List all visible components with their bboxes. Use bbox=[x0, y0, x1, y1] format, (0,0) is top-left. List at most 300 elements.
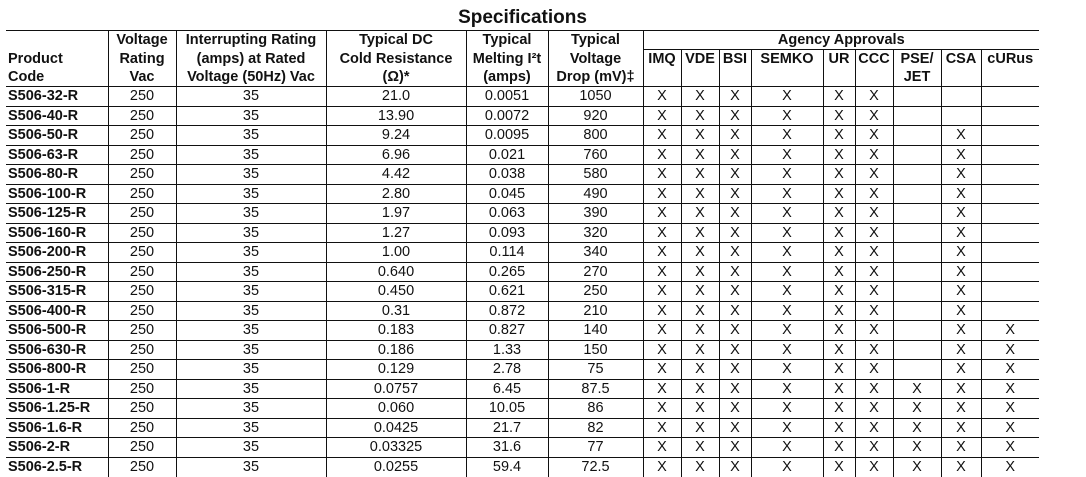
table-row bbox=[6, 126, 1039, 146]
approval-pse-jet-cell bbox=[893, 360, 941, 380]
approval-ccc-cell: X bbox=[855, 379, 893, 399]
table-row bbox=[6, 243, 1039, 263]
product-code-cell: S506-2.5-R bbox=[8, 459, 83, 475]
approval-imq-cell: X bbox=[643, 145, 681, 165]
melting-cell: 0.265 bbox=[466, 262, 548, 282]
header-agency-bsi-2 bbox=[719, 68, 751, 87]
header-interrupting-rating-1: Interrupting Rating bbox=[176, 31, 326, 50]
dc-resistance-cell: 0.129 bbox=[326, 360, 466, 380]
header-dc-resistance-2: Cold Resistance bbox=[326, 50, 466, 69]
approval-imq-cell: X bbox=[643, 379, 681, 399]
header-agency-imq-2 bbox=[643, 68, 681, 87]
approval-semko-cell: X bbox=[751, 87, 823, 107]
approval-curus-cell: X bbox=[981, 418, 1039, 438]
approval-imq-cell: X bbox=[643, 340, 681, 360]
dc-resistance-cell: 1.00 bbox=[326, 243, 466, 263]
approval-pse-jet-cell: X bbox=[893, 457, 941, 477]
approval-semko-cell: X bbox=[751, 243, 823, 263]
table-row bbox=[6, 223, 1039, 243]
approval-pse-jet-cell bbox=[893, 262, 941, 282]
approval-pse-jet-cell bbox=[893, 165, 941, 185]
approval-vde-cell: X bbox=[681, 204, 719, 224]
approval-semko-cell: X bbox=[751, 262, 823, 282]
melting-cell: 0.045 bbox=[466, 184, 548, 204]
approval-pse-jet-cell bbox=[893, 282, 941, 302]
dc-resistance-cell: 0.183 bbox=[326, 321, 466, 341]
approval-imq-cell: X bbox=[643, 438, 681, 458]
approval-bsi-cell: X bbox=[719, 438, 751, 458]
voltage-drop-cell: 77 bbox=[548, 438, 643, 458]
table-row bbox=[6, 87, 1039, 107]
voltage-rating-cell: 250 bbox=[108, 360, 176, 380]
approval-curus-cell bbox=[981, 204, 1039, 224]
interrupting-rating-cell: 35 bbox=[176, 360, 326, 380]
product-code-cell: S506-100-R bbox=[6, 184, 108, 204]
approval-ccc-cell: X bbox=[855, 184, 893, 204]
header-agency-imq: IMQ bbox=[643, 50, 681, 69]
dc-resistance-cell: 1.97 bbox=[326, 204, 466, 224]
header-melting-1: Typical bbox=[466, 31, 548, 50]
approval-semko-cell: X bbox=[751, 282, 823, 302]
approval-bsi-cell: X bbox=[719, 87, 751, 107]
voltage-drop-cell: 580 bbox=[548, 165, 643, 185]
melting-cell: 0.621 bbox=[466, 282, 548, 302]
voltage-drop-cell: 140 bbox=[548, 321, 643, 341]
voltage-rating-cell: 250 bbox=[108, 418, 176, 438]
approval-csa-cell: X bbox=[941, 438, 981, 458]
product-code-cell: S506-32-R bbox=[6, 87, 108, 107]
product-code-cell: S506-800-R bbox=[6, 360, 108, 380]
dc-resistance-cell: 0.060 bbox=[326, 399, 466, 419]
header-agency-ccc: CCC bbox=[855, 50, 893, 69]
approval-ur-cell: X bbox=[823, 457, 855, 477]
header-dc-resistance-3: (Ω)* bbox=[326, 68, 466, 87]
approval-semko-cell: X bbox=[751, 379, 823, 399]
dc-resistance-cell: 1.27 bbox=[326, 223, 466, 243]
dc-resistance-cell: 13.90 bbox=[326, 106, 466, 126]
melting-cell: 31.6 bbox=[466, 438, 548, 458]
approval-ur-cell: X bbox=[823, 243, 855, 263]
voltage-drop-cell: 250 bbox=[548, 282, 643, 302]
approval-pse-jet-cell bbox=[893, 340, 941, 360]
approval-vde-cell: X bbox=[681, 106, 719, 126]
interrupting-rating-cell: 35 bbox=[176, 145, 326, 165]
approval-pse-jet-cell bbox=[893, 204, 941, 224]
header-agency-ccc-2 bbox=[855, 68, 893, 87]
melting-cell: 0.0095 bbox=[466, 126, 548, 146]
voltage-drop-cell: 72.5 bbox=[548, 457, 643, 477]
approval-csa-cell: X bbox=[941, 379, 981, 399]
voltage-drop-cell: 760 bbox=[548, 145, 643, 165]
voltage-rating-cell: 250 bbox=[108, 301, 176, 321]
approval-ccc-cell: X bbox=[855, 165, 893, 185]
dc-resistance-cell: 4.42 bbox=[326, 165, 466, 185]
approval-semko-cell: X bbox=[751, 360, 823, 380]
approval-semko-cell: X bbox=[751, 126, 823, 146]
approval-bsi-cell: X bbox=[719, 360, 751, 380]
approval-semko-cell: X bbox=[751, 321, 823, 341]
approval-bsi-cell: X bbox=[719, 184, 751, 204]
approval-curus-cell: X bbox=[981, 360, 1039, 380]
approval-curus-cell bbox=[981, 282, 1039, 302]
voltage-rating-cell: 250 bbox=[108, 438, 176, 458]
table-row bbox=[6, 360, 1039, 380]
table-row bbox=[6, 301, 1039, 321]
dc-resistance-cell: 0.0255 bbox=[326, 457, 466, 477]
melting-cell: 6.45 bbox=[466, 379, 548, 399]
header-interrupting-rating-3: Voltage (50Hz) Vac bbox=[176, 68, 326, 87]
interrupting-rating-cell: 35 bbox=[176, 438, 326, 458]
product-code-cell: S506-315-R bbox=[6, 282, 108, 302]
melting-cell: 0.021 bbox=[466, 145, 548, 165]
approval-csa-cell: X bbox=[941, 184, 981, 204]
product-code-cell: S506-63-R bbox=[6, 145, 108, 165]
header-product-code-1 bbox=[6, 31, 108, 50]
table-row bbox=[6, 379, 1039, 399]
specifications-table bbox=[6, 6, 1039, 477]
approval-curus-cell: X bbox=[981, 457, 1039, 477]
voltage-drop-cell: 75 bbox=[548, 360, 643, 380]
approval-ccc-cell: X bbox=[855, 145, 893, 165]
approval-vde-cell: X bbox=[681, 340, 719, 360]
approval-pse-jet-cell bbox=[893, 184, 941, 204]
table-row bbox=[6, 340, 1039, 360]
voltage-drop-cell: 490 bbox=[548, 184, 643, 204]
approval-imq-cell: X bbox=[643, 301, 681, 321]
dc-resistance-cell: 0.0757 bbox=[326, 379, 466, 399]
approval-ur-cell: X bbox=[823, 321, 855, 341]
approval-imq-cell: X bbox=[643, 321, 681, 341]
approval-ur-cell: X bbox=[823, 301, 855, 321]
approval-ccc-cell: X bbox=[855, 87, 893, 107]
approval-vde-cell: X bbox=[681, 399, 719, 419]
product-code-cell: S506-630-R bbox=[6, 340, 108, 360]
dc-resistance-cell: 0.450 bbox=[326, 282, 466, 302]
approval-vde-cell: X bbox=[681, 145, 719, 165]
product-code-cell: S506-200-R bbox=[6, 243, 108, 263]
approval-imq-cell: X bbox=[643, 126, 681, 146]
header-agency-bsi: BSI bbox=[719, 50, 751, 69]
interrupting-rating-cell: 35 bbox=[176, 223, 326, 243]
approval-curus-cell bbox=[981, 106, 1039, 126]
dc-resistance-cell: 0.03325 bbox=[326, 438, 466, 458]
approval-bsi-cell: X bbox=[719, 301, 751, 321]
approval-ur-cell: X bbox=[823, 145, 855, 165]
approval-vde-cell: X bbox=[681, 87, 719, 107]
approval-bsi-cell: X bbox=[719, 223, 751, 243]
header-voltage-rating-1: Voltage bbox=[108, 31, 176, 50]
interrupting-rating-cell: 35 bbox=[176, 262, 326, 282]
melting-cell: 0.114 bbox=[466, 243, 548, 263]
dc-resistance-cell: 0.186 bbox=[326, 340, 466, 360]
voltage-drop-cell: 390 bbox=[548, 204, 643, 224]
dc-resistance-cell: 6.96 bbox=[326, 145, 466, 165]
approval-curus-cell bbox=[981, 184, 1039, 204]
approval-vde-cell: X bbox=[681, 243, 719, 263]
melting-cell: 10.05 bbox=[466, 399, 548, 419]
interrupting-rating-cell: 35 bbox=[176, 379, 326, 399]
approval-csa-cell bbox=[941, 106, 981, 126]
approval-csa-cell: X bbox=[941, 321, 981, 341]
approval-semko-cell: X bbox=[751, 418, 823, 438]
melting-cell: 0.827 bbox=[466, 321, 548, 341]
approval-csa-cell bbox=[941, 87, 981, 107]
approval-pse-jet-cell bbox=[893, 223, 941, 243]
header-agency-curus-2 bbox=[981, 68, 1039, 87]
voltage-rating-cell: 250 bbox=[108, 457, 176, 477]
approval-ur-cell: X bbox=[823, 340, 855, 360]
approval-ccc-cell: X bbox=[855, 321, 893, 341]
header-agency-semko: SEMKO bbox=[751, 50, 823, 69]
approval-vde-cell: X bbox=[681, 457, 719, 477]
product-code-cell: S506-400-R bbox=[6, 301, 108, 321]
approval-pse-jet-cell bbox=[893, 321, 941, 341]
approval-bsi-cell: X bbox=[719, 457, 751, 477]
header-interrupting-rating-2: (amps) at Rated bbox=[176, 50, 326, 69]
voltage-drop-cell: 150 bbox=[548, 340, 643, 360]
header-agency-pse-2: JET bbox=[893, 68, 941, 87]
approval-vde-cell: X bbox=[681, 438, 719, 458]
approval-semko-cell: X bbox=[751, 457, 823, 477]
voltage-rating-cell: 250 bbox=[108, 399, 176, 419]
table-title: Specifications bbox=[6, 6, 1039, 31]
approval-semko-cell: X bbox=[751, 165, 823, 185]
table-row bbox=[6, 262, 1039, 282]
approval-curus-cell bbox=[981, 145, 1039, 165]
approval-vde-cell: X bbox=[681, 165, 719, 185]
product-code-cell: S506-250-R bbox=[6, 262, 108, 282]
approval-imq-cell: X bbox=[643, 87, 681, 107]
approval-csa-cell: X bbox=[941, 126, 981, 146]
approval-csa-cell: X bbox=[941, 418, 981, 438]
approval-curus-cell bbox=[981, 126, 1039, 146]
approval-ur-cell: X bbox=[823, 204, 855, 224]
voltage-drop-cell: 87.5 bbox=[548, 379, 643, 399]
approval-ur-cell: X bbox=[823, 360, 855, 380]
voltage-rating-cell: 250 bbox=[108, 243, 176, 263]
interrupting-rating-cell: 35 bbox=[176, 321, 326, 341]
approval-bsi-cell: X bbox=[719, 418, 751, 438]
table-row bbox=[6, 145, 1039, 165]
approval-ur-cell: X bbox=[823, 418, 855, 438]
approval-vde-cell: X bbox=[681, 282, 719, 302]
approval-imq-cell: X bbox=[643, 418, 681, 438]
header-voltage-drop-3: Drop (mV)‡ bbox=[548, 68, 643, 87]
approval-csa-cell: X bbox=[941, 262, 981, 282]
approval-csa-cell: X bbox=[941, 243, 981, 263]
interrupting-rating-cell: 35 bbox=[176, 340, 326, 360]
approval-pse-jet-cell bbox=[893, 87, 941, 107]
interrupting-rating-cell: 35 bbox=[176, 282, 326, 302]
approval-semko-cell: X bbox=[751, 106, 823, 126]
approval-bsi-cell: X bbox=[719, 243, 751, 263]
table-row bbox=[6, 184, 1039, 204]
approval-pse-jet-cell: X bbox=[893, 379, 941, 399]
product-code-cell: S506-160-R bbox=[6, 223, 108, 243]
table-row bbox=[6, 282, 1039, 302]
approval-pse-jet-cell bbox=[893, 106, 941, 126]
approval-imq-cell: X bbox=[643, 262, 681, 282]
approval-semko-cell: X bbox=[751, 204, 823, 224]
approval-ccc-cell: X bbox=[855, 360, 893, 380]
table-row bbox=[6, 438, 1039, 458]
header-melting-2: Melting I²t bbox=[466, 50, 548, 69]
melting-cell: 0.0051 bbox=[466, 87, 548, 107]
voltage-rating-cell: 250 bbox=[108, 184, 176, 204]
voltage-drop-cell: 82 bbox=[548, 418, 643, 438]
approval-imq-cell: X bbox=[643, 106, 681, 126]
voltage-rating-cell: 250 bbox=[108, 106, 176, 126]
header-product-code-3: Code bbox=[6, 68, 108, 87]
voltage-rating-cell: 250 bbox=[108, 165, 176, 185]
dc-resistance-cell: 2.80 bbox=[326, 184, 466, 204]
approval-vde-cell: X bbox=[681, 379, 719, 399]
table-row bbox=[6, 399, 1039, 419]
approval-imq-cell: X bbox=[643, 204, 681, 224]
interrupting-rating-cell: 35 bbox=[176, 126, 326, 146]
approval-csa-cell: X bbox=[941, 301, 981, 321]
approval-imq-cell: X bbox=[643, 184, 681, 204]
header-voltage-drop-2: Voltage bbox=[548, 50, 643, 69]
header-agency-curus: cURus bbox=[981, 50, 1039, 69]
approval-csa-cell: X bbox=[941, 399, 981, 419]
approval-bsi-cell: X bbox=[719, 165, 751, 185]
approval-ur-cell: X bbox=[823, 262, 855, 282]
approval-ccc-cell: X bbox=[855, 223, 893, 243]
approval-ccc-cell: X bbox=[855, 418, 893, 438]
approval-ur-cell: X bbox=[823, 282, 855, 302]
approval-imq-cell: X bbox=[643, 457, 681, 477]
approval-bsi-cell: X bbox=[719, 379, 751, 399]
product-code-cell: S506-500-R bbox=[6, 321, 108, 341]
approval-curus-cell bbox=[981, 165, 1039, 185]
melting-cell: 0.093 bbox=[466, 223, 548, 243]
product-code-cell: S506-1.25-R bbox=[6, 399, 108, 419]
voltage-drop-cell: 210 bbox=[548, 301, 643, 321]
voltage-rating-cell: 250 bbox=[108, 126, 176, 146]
approval-imq-cell: X bbox=[643, 165, 681, 185]
interrupting-rating-cell: 35 bbox=[176, 184, 326, 204]
dc-resistance-cell: 0.31 bbox=[326, 301, 466, 321]
approval-ur-cell: X bbox=[823, 184, 855, 204]
voltage-rating-cell: 250 bbox=[108, 262, 176, 282]
header-agency-ur: UR bbox=[823, 50, 855, 69]
approval-semko-cell: X bbox=[751, 301, 823, 321]
melting-cell: 2.78 bbox=[466, 360, 548, 380]
voltage-rating-cell: 250 bbox=[108, 321, 176, 341]
approval-vde-cell: X bbox=[681, 418, 719, 438]
header-agency-semko-2 bbox=[751, 68, 823, 87]
approval-ur-cell: X bbox=[823, 438, 855, 458]
approval-csa-cell: X bbox=[941, 457, 981, 477]
approval-curus-cell bbox=[981, 223, 1039, 243]
table-body bbox=[6, 87, 1039, 477]
approval-curus-cell: X bbox=[981, 438, 1039, 458]
approval-imq-cell: X bbox=[643, 399, 681, 419]
approval-pse-jet-cell: X bbox=[893, 418, 941, 438]
approval-ur-cell: X bbox=[823, 399, 855, 419]
approval-imq-cell: X bbox=[643, 360, 681, 380]
interrupting-rating-cell: 35 bbox=[176, 204, 326, 224]
approval-vde-cell: X bbox=[681, 321, 719, 341]
approval-curus-cell: X bbox=[981, 379, 1039, 399]
header-voltage-rating-3: Vac bbox=[108, 68, 176, 87]
table-row bbox=[6, 106, 1039, 126]
approval-bsi-cell: X bbox=[719, 126, 751, 146]
table-row bbox=[6, 418, 1039, 438]
melting-cell: 0.063 bbox=[466, 204, 548, 224]
approval-curus-cell bbox=[981, 301, 1039, 321]
approval-vde-cell: X bbox=[681, 126, 719, 146]
approval-bsi-cell: X bbox=[719, 340, 751, 360]
product-code-cell: S506-1-R bbox=[6, 379, 108, 399]
approval-ur-cell: X bbox=[823, 106, 855, 126]
approval-vde-cell: X bbox=[681, 360, 719, 380]
header-agency-ur-2 bbox=[823, 68, 855, 87]
approval-ccc-cell: X bbox=[855, 282, 893, 302]
approval-csa-cell: X bbox=[941, 360, 981, 380]
header-product-code-2: Product bbox=[8, 50, 63, 67]
product-code-cell: S506-1.6-R bbox=[6, 418, 108, 438]
interrupting-rating-cell: 35 bbox=[176, 457, 326, 477]
product-code-cell: S506-40-R bbox=[6, 106, 108, 126]
table-row bbox=[6, 165, 1039, 185]
approval-bsi-cell: X bbox=[719, 262, 751, 282]
approval-imq-cell: X bbox=[643, 223, 681, 243]
approval-curus-cell bbox=[981, 87, 1039, 107]
approval-ccc-cell: X bbox=[855, 126, 893, 146]
approval-pse-jet-cell bbox=[893, 301, 941, 321]
approval-bsi-cell: X bbox=[719, 282, 751, 302]
voltage-rating-cell: 250 bbox=[108, 223, 176, 243]
dc-resistance-cell: 21.0 bbox=[326, 87, 466, 107]
approval-csa-cell: X bbox=[941, 145, 981, 165]
voltage-rating-cell: 250 bbox=[108, 87, 176, 107]
voltage-drop-cell: 1050 bbox=[548, 87, 643, 107]
approval-semko-cell: X bbox=[751, 340, 823, 360]
approval-pse-jet-cell bbox=[893, 145, 941, 165]
voltage-drop-cell: 340 bbox=[548, 243, 643, 263]
voltage-drop-cell: 800 bbox=[548, 126, 643, 146]
approval-vde-cell: X bbox=[681, 223, 719, 243]
melting-cell: 0.038 bbox=[466, 165, 548, 185]
melting-cell: 0.0072 bbox=[466, 106, 548, 126]
approval-curus-cell: X bbox=[981, 340, 1039, 360]
interrupting-rating-cell: 35 bbox=[176, 87, 326, 107]
voltage-drop-cell: 320 bbox=[548, 223, 643, 243]
voltage-drop-cell: 86 bbox=[548, 399, 643, 419]
voltage-rating-cell: 250 bbox=[108, 145, 176, 165]
approval-csa-cell: X bbox=[941, 282, 981, 302]
interrupting-rating-cell: 35 bbox=[176, 165, 326, 185]
product-code-cell: S506-2-R bbox=[6, 438, 108, 458]
voltage-drop-cell: 270 bbox=[548, 262, 643, 282]
approval-ccc-cell: X bbox=[855, 204, 893, 224]
approval-csa-cell: X bbox=[941, 223, 981, 243]
voltage-rating-cell: 250 bbox=[108, 204, 176, 224]
approval-csa-cell: X bbox=[941, 165, 981, 185]
approval-bsi-cell: X bbox=[719, 204, 751, 224]
interrupting-rating-cell: 35 bbox=[176, 301, 326, 321]
dc-resistance-cell: 0.640 bbox=[326, 262, 466, 282]
voltage-rating-cell: 250 bbox=[108, 340, 176, 360]
voltage-drop-cell: 920 bbox=[548, 106, 643, 126]
approval-pse-jet-cell: X bbox=[893, 438, 941, 458]
approval-bsi-cell: X bbox=[719, 145, 751, 165]
header-voltage-drop-1: Typical bbox=[548, 31, 643, 50]
approval-semko-cell: X bbox=[751, 145, 823, 165]
approval-ccc-cell: X bbox=[855, 262, 893, 282]
